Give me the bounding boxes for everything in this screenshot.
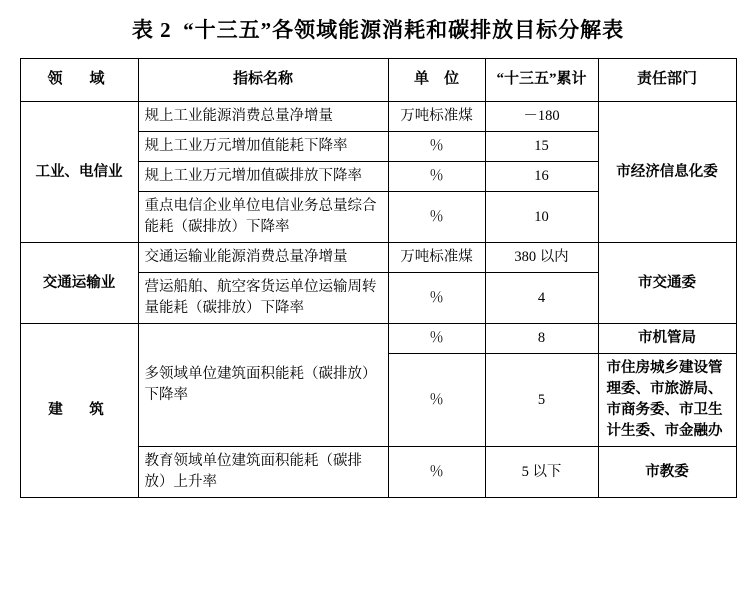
unit-cell: 万吨标准煤	[388, 243, 485, 273]
dept-cell-jiguanju: 市机管局	[598, 324, 736, 354]
sector-cell-building: 建 筑	[20, 324, 138, 498]
dept-cell-multi: 市住房城乡建设管理委、市旅游局、市商务委、市卫生计生委、市金融办	[598, 354, 736, 447]
table-row	[20, 324, 736, 354]
indicator-cell: 重点电信企业单位电信业务总量综合能耗（碳排放）下降率	[138, 192, 388, 243]
sector-cell-industry: 工业、电信业	[20, 102, 138, 243]
unit-cell: ％	[388, 324, 485, 354]
energy-target-table	[20, 58, 737, 498]
indicator-cell: 交通运输业能源消费总量净增量	[138, 243, 388, 273]
unit-cell: ％	[388, 192, 485, 243]
header-unit: 单 位	[388, 59, 485, 102]
indicator-cell: 规上工业能源消费总量净增量	[138, 102, 388, 132]
table-row	[20, 102, 736, 132]
table-header-row	[20, 59, 736, 102]
dept-cell-education: 市教委	[598, 447, 736, 498]
indicator-cell: 营运船舶、航空客货运单位运输周转量能耗（碳排放）下降率	[138, 273, 388, 324]
total-cell: 4	[485, 273, 598, 324]
title-text: “十三五”各领域能源消耗和碳排放目标分解表	[183, 18, 625, 42]
unit-cell: ％	[388, 447, 485, 498]
sector-cell-transport: 交通运输业	[20, 243, 138, 324]
indicator-cell: 规上工业万元增加值碳排放下降率	[138, 162, 388, 192]
header-sector: 领 域	[20, 59, 138, 102]
total-cell: －180	[485, 102, 598, 132]
title-number: 2	[160, 18, 171, 42]
total-cell: 380 以内	[485, 243, 598, 273]
indicator-cell: 多领域单位建筑面积能耗（碳排放）下降率	[138, 324, 388, 447]
total-cell: 5 以下	[485, 447, 598, 498]
dept-cell-economy: 市经济信息化委	[598, 102, 736, 243]
total-cell: 15	[485, 132, 598, 162]
indicator-cell: 教育领域单位建筑面积能耗（碳排放）上升率	[138, 447, 388, 498]
unit-cell: ％	[388, 162, 485, 192]
total-cell: 5	[485, 354, 598, 447]
header-indicator: 指标名称	[138, 59, 388, 102]
unit-cell: ％	[388, 354, 485, 447]
table-row	[20, 243, 736, 273]
title-prefix: 表	[131, 18, 154, 42]
unit-cell: ％	[388, 273, 485, 324]
total-cell: 10	[485, 192, 598, 243]
unit-cell: ％	[388, 132, 485, 162]
page-title	[0, 0, 756, 58]
header-dept: 责任部门	[598, 59, 736, 102]
total-cell: 8	[485, 324, 598, 354]
indicator-cell: 规上工业万元增加值能耗下降率	[138, 132, 388, 162]
dept-cell-transport: 市交通委	[598, 243, 736, 324]
unit-cell: 万吨标准煤	[388, 102, 485, 132]
header-total: “十三五”累计	[485, 59, 598, 102]
total-cell: 16	[485, 162, 598, 192]
